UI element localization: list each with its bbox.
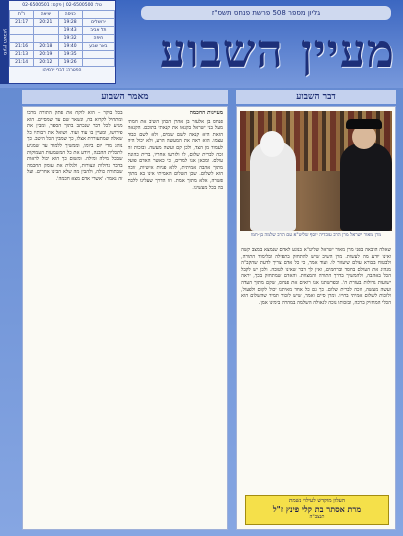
zmanim-cell: 19:35: [58, 51, 82, 59]
zmanim-cell: 21:14: [10, 59, 34, 67]
zmanim-cell: באר שבע: [82, 43, 114, 51]
zmanim-row: [10, 27, 115, 35]
zmanim-cell: 19:26: [58, 59, 82, 67]
zmanim-header-cell: יציאה: [34, 11, 58, 19]
zmanim-top-line: טל: 02-6500500 | פקס: 02-6500501: [22, 3, 102, 8]
zmanim-cell: 19:32: [58, 35, 82, 43]
dedication-line-1: העלון מוקדש לעילוי נשמת: [289, 498, 345, 504]
dedication-name: מרת אסתר בת קלי פינץ ז"ל: [272, 504, 362, 514]
zmanim-cell: 21:16: [10, 43, 34, 51]
zmanim-cell: 21:17: [10, 19, 34, 27]
zmanim-cell: [82, 59, 114, 67]
zmanim-row: [10, 35, 115, 43]
zmanim-cell: חיפה: [82, 35, 114, 43]
zmanim-box: [8, 0, 116, 84]
zmanim-header-row: [10, 11, 115, 19]
zmanim-table: [9, 10, 115, 67]
zmanim-cell: 21:13: [10, 51, 34, 59]
left-article-col-left: [27, 110, 123, 526]
person-right: [340, 143, 392, 231]
right-article: [236, 106, 396, 530]
left-article-col-right: [128, 110, 224, 526]
dedication-line-3: תנצב"ה: [309, 514, 325, 520]
zmanim-cell: ירושלים: [82, 19, 114, 27]
zmanim-row: [10, 51, 115, 59]
zmanim-footer: הפטרה: דברי ירמיהו: [42, 68, 82, 73]
person-left-head: [260, 131, 284, 157]
zmanim-cell: 20:12: [34, 59, 58, 67]
left-column-title: מאמר השבוע: [22, 90, 228, 104]
right-article-text: שאלה הובאה בפני מרן מאור ישראל שליט"א בנוגע לאדם שנמצא במצב קשה ואינו יודע מה לעשות. מרן השיב שיש להתחזק בתפילה ובלימוד התורה, ולבטוח בבורא עולם שיעזור לו. ועוד אמר, כי כל אדם צריך לדעת שהקב"ה מנהיג את העולם בחסד וברחמים, ואין לך דבר שאינו לטובה. ולכן יש לקבל הכל באהבה, ולהמשיך בדרך התורה והמצוות. והאדם שמתחזק בכך, יראה ישועות גדולות בעזרת ה'. ובפרשתנו אנו רואים את פנחס, שקם מתוך העדה ועשה מעשה, וזכה לברית שלום. כך גם כל אחד מאיתנו יכול לקום ולפעול, ולזכות לשלום אמיתי בחייו. ומרן סיים ואמר, שיש לזכור תמיד שהשלום הוא הכלי המחזיק ברכה, ובזכותו נזכה לגאולה השלמה במהרה בימינו אמן.: [241, 247, 391, 306]
photo-caption: מרן מאור ישראל מרן הרב עובדיה יוסף שליט"א עם הרב שלמה בן-חמו: [250, 233, 382, 238]
left-article: [22, 106, 228, 530]
person-right-hat: [346, 119, 382, 129]
zmanim-cell: 19:28: [58, 19, 82, 27]
left-article-columns: [27, 110, 223, 526]
zmanim-cell: 20:21: [34, 19, 58, 27]
zmanim-header-cell: כניסה: [58, 11, 82, 19]
zmanim-row: [10, 59, 115, 67]
zmanim-row: [10, 43, 115, 51]
zmanim-cell: תל אביב: [82, 27, 114, 35]
zmanim-header-cell: [82, 11, 114, 19]
zmanim-cell: [34, 35, 58, 43]
zmanim-cell: [34, 27, 58, 35]
left-article-text: בכל בוקר – הוא לוקח את פתק התורה מרבו ומתחיל לקרוא בה, ונשאר שם עד שמסיים. הוא מגיע לכל דבר שנכתב בתוך הספר, ומבין את פירושו, ומעיין בו עוד ועוד. ושואל את רבותיו כל שאלה שמתעוררת אצלו, כך שמבין הכל היטב. כך נוהג מדי יום ביומו, וממשיך ללמוד עד שמגיע לתכלית ההבנה, ויודע את כל המשמעות העמוקות שבכל מילה ומילה. ומשום כך הוא יכול לראות בדבר גדולות ונצורות, ולגלות את עומק החכמה שבתורה כולה, ולהבין מה שלא הבינו אחרים. ועל זה נאמר: 'אשרי אדם מצא חכמה'.: [27, 110, 123, 182]
masthead: [0, 0, 403, 88]
zmanim-cell: 19:40: [58, 43, 82, 51]
zmanim-cell: [10, 27, 34, 35]
zmanim-cell: 19:43: [58, 27, 82, 35]
zmanim-row: [10, 19, 115, 27]
article-photo: [240, 111, 392, 231]
right-column-title: דבר השבוע: [236, 90, 396, 104]
zmanim-cell: [82, 51, 114, 59]
zmanim-cell: 20:19: [34, 51, 58, 59]
masthead-side-strip: מעיין השבוע: [0, 0, 8, 84]
zmanim-cell: [10, 35, 34, 43]
dedication-box: [245, 495, 389, 525]
issue-subtitle: גליון מספר 508 פרשת פנחס תשס"ז: [141, 6, 391, 20]
newsletter-logo: מעיין השבוע: [159, 24, 395, 78]
zmanim-header-cell: ר"ת: [10, 11, 34, 19]
left-article-text: פנחס בן אלעזר בן אהרן הכהן השיב את חמתי מעל בני ישראל בקנאו את קנאתי בתוכם. הקנאה הזאת היא קנאה לשם שמים, ולא לשם כבוד עצמו. הוא ראה את המעשה הרע, ולא יכול היה לעמוד מן הצד, ולכן קם ועשה מעשה. ובזכות זה זכה לברית שלום, לו ולזרעו אחריו, ברית כהונת עולם. ומכאן אנו למדים, כי כאשר האדם פועל מתוך אהבה אמיתית, ללא פניות אישיות, זוכה הוא לשלום. שכן השלום האמיתי אינו בא מתוך פשרה, אלא מתוך אמת. וזו הדרך שעלינו ללכת בה בכל מעשינו.: [127, 118, 223, 191]
zmanim-cell: 20:18: [34, 43, 58, 51]
left-article-lead: מעיינות החכמה: [189, 110, 223, 116]
